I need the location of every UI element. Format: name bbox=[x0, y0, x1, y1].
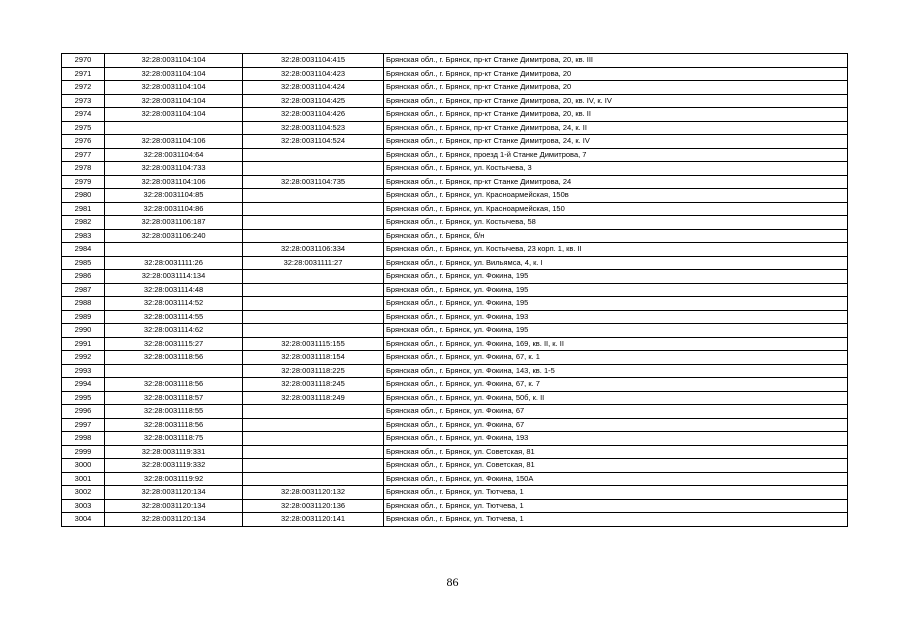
table-row bbox=[62, 189, 848, 203]
row-number-cell: 2989 bbox=[62, 310, 105, 324]
parcel-cadastral-cell: 32:28:0031104:85 bbox=[105, 189, 243, 203]
object-cadastral-cell: 32:28:0031118:249 bbox=[243, 391, 384, 405]
object-cadastral-cell: 32:28:0031118:225 bbox=[243, 364, 384, 378]
address-cell: Брянская обл., г. Брянск, ул. Костычева, 23 корп. 1, кв. II bbox=[384, 243, 848, 257]
parcel-cadastral-cell: 32:28:0031119:332 bbox=[105, 459, 243, 473]
table-row bbox=[62, 432, 848, 446]
table-row bbox=[62, 405, 848, 419]
row-number-cell: 2994 bbox=[62, 378, 105, 392]
parcel-cadastral-cell: 32:28:0031104:104 bbox=[105, 54, 243, 68]
table-row bbox=[62, 81, 848, 95]
object-cadastral-cell: 32:28:0031104:523 bbox=[243, 121, 384, 135]
address-cell: Брянская обл., г. Брянск, ул. Фокина, 193 bbox=[384, 310, 848, 324]
parcel-cadastral-cell bbox=[105, 121, 243, 135]
table-row bbox=[62, 418, 848, 432]
object-cadastral-cell bbox=[243, 418, 384, 432]
table-row bbox=[62, 513, 848, 527]
table-row bbox=[62, 378, 848, 392]
row-number-cell: 2988 bbox=[62, 297, 105, 311]
object-cadastral-cell: 32:28:0031106:334 bbox=[243, 243, 384, 257]
address-cell: Брянская обл., г. Брянск, пр-кт Станке Димитрова, 24, к. IV bbox=[384, 135, 848, 149]
address-cell: Брянская обл., г. Брянск, проезд 1-й Станке Димитрова, 7 bbox=[384, 148, 848, 162]
row-number-cell: 2977 bbox=[62, 148, 105, 162]
parcel-cadastral-cell: 32:28:0031120:134 bbox=[105, 499, 243, 513]
row-number-cell: 2976 bbox=[62, 135, 105, 149]
address-cell: Брянская обл., г. Брянск, ул. Фокина, 195 bbox=[384, 297, 848, 311]
object-cadastral-cell: 32:28:0031104:424 bbox=[243, 81, 384, 95]
object-cadastral-cell: 32:28:0031120:132 bbox=[243, 486, 384, 500]
cadastral-table bbox=[61, 53, 848, 527]
address-cell: Брянская обл., г. Брянск, пр-кт Станке Димитрова, 20, кв. II bbox=[384, 108, 848, 122]
object-cadastral-cell bbox=[243, 445, 384, 459]
parcel-cadastral-cell: 32:28:0031104:86 bbox=[105, 202, 243, 216]
address-cell: Брянская обл., г. Брянск, ул. Фокина, 67 bbox=[384, 418, 848, 432]
table-row bbox=[62, 175, 848, 189]
address-cell: Брянская обл., г. Брянск, ул. Фокина, 150А bbox=[384, 472, 848, 486]
object-cadastral-cell: 32:28:0031120:136 bbox=[243, 499, 384, 513]
parcel-cadastral-cell: 32:28:0031118:57 bbox=[105, 391, 243, 405]
address-cell: Брянская обл., г. Брянск, ул. Фокина, 67 bbox=[384, 405, 848, 419]
address-cell: Брянская обл., г. Брянск, пр-кт Станке Димитрова, 20 bbox=[384, 67, 848, 81]
table-row bbox=[62, 148, 848, 162]
object-cadastral-cell bbox=[243, 297, 384, 311]
row-number-cell: 2972 bbox=[62, 81, 105, 95]
parcel-cadastral-cell: 32:28:0031104:104 bbox=[105, 67, 243, 81]
parcel-cadastral-cell: 32:28:0031104:104 bbox=[105, 81, 243, 95]
table-row bbox=[62, 391, 848, 405]
table-row bbox=[62, 486, 848, 500]
address-cell: Брянская обл., г. Брянск, б/н bbox=[384, 229, 848, 243]
address-cell: Брянская обл., г. Брянск, ул. Фокина, 50б, к. II bbox=[384, 391, 848, 405]
parcel-cadastral-cell: 32:28:0031114:62 bbox=[105, 324, 243, 338]
address-cell: Брянская обл., г. Брянск, пр-кт Станке Димитрова, 24 bbox=[384, 175, 848, 189]
object-cadastral-cell: 32:28:0031111:27 bbox=[243, 256, 384, 270]
row-number-cell: 2987 bbox=[62, 283, 105, 297]
table-row bbox=[62, 67, 848, 81]
table-row bbox=[62, 121, 848, 135]
table-row bbox=[62, 310, 848, 324]
table-row bbox=[62, 94, 848, 108]
parcel-cadastral-cell: 32:28:0031120:134 bbox=[105, 486, 243, 500]
parcel-cadastral-cell: 32:28:0031104:104 bbox=[105, 94, 243, 108]
table-row bbox=[62, 270, 848, 284]
parcel-cadastral-cell: 32:28:0031106:240 bbox=[105, 229, 243, 243]
parcel-cadastral-cell: 32:28:0031118:56 bbox=[105, 418, 243, 432]
parcel-cadastral-cell: 32:28:0031119:331 bbox=[105, 445, 243, 459]
table-row bbox=[62, 202, 848, 216]
row-number-cell: 2997 bbox=[62, 418, 105, 432]
table-row bbox=[62, 499, 848, 513]
row-number-cell: 2992 bbox=[62, 351, 105, 365]
table-row bbox=[62, 459, 848, 473]
object-cadastral-cell bbox=[243, 459, 384, 473]
address-cell: Брянская обл., г. Брянск, ул. Фокина, 195 bbox=[384, 324, 848, 338]
row-number-cell: 3000 bbox=[62, 459, 105, 473]
parcel-cadastral-cell: 32:28:0031106:187 bbox=[105, 216, 243, 230]
parcel-cadastral-cell: 32:28:0031114:48 bbox=[105, 283, 243, 297]
table-row bbox=[62, 337, 848, 351]
table-row bbox=[62, 162, 848, 176]
parcel-cadastral-cell: 32:28:0031114:134 bbox=[105, 270, 243, 284]
table-row bbox=[62, 256, 848, 270]
row-number-cell: 2975 bbox=[62, 121, 105, 135]
row-number-cell: 2982 bbox=[62, 216, 105, 230]
address-cell: Брянская обл., г. Брянск, ул. Костычева, 3 bbox=[384, 162, 848, 176]
address-cell: Брянская обл., г. Брянск, ул. Советская, 81 bbox=[384, 445, 848, 459]
address-cell: Брянская обл., г. Брянск, ул. Красноармейская, 150в bbox=[384, 189, 848, 203]
parcel-cadastral-cell: 32:28:0031118:56 bbox=[105, 378, 243, 392]
row-number-cell: 2990 bbox=[62, 324, 105, 338]
row-number-cell: 2971 bbox=[62, 67, 105, 81]
row-number-cell: 2983 bbox=[62, 229, 105, 243]
object-cadastral-cell bbox=[243, 405, 384, 419]
row-number-cell: 2991 bbox=[62, 337, 105, 351]
table-row bbox=[62, 229, 848, 243]
object-cadastral-cell: 32:28:0031118:154 bbox=[243, 351, 384, 365]
address-cell: Брянская обл., г. Брянск, ул. Вильямса, 4, к. I bbox=[384, 256, 848, 270]
parcel-cadastral-cell: 32:28:0031118:75 bbox=[105, 432, 243, 446]
parcel-cadastral-cell: 32:28:0031111:26 bbox=[105, 256, 243, 270]
address-cell: Брянская обл., г. Брянск, ул. Фокина, 143, кв. 1-5 bbox=[384, 364, 848, 378]
address-cell: Брянская обл., г. Брянск, ул. Фокина, 195 bbox=[384, 283, 848, 297]
row-number-cell: 3001 bbox=[62, 472, 105, 486]
table-row bbox=[62, 135, 848, 149]
object-cadastral-cell bbox=[243, 310, 384, 324]
parcel-cadastral-cell bbox=[105, 243, 243, 257]
object-cadastral-cell bbox=[243, 216, 384, 230]
address-cell: Брянская обл., г. Брянск, пр-кт Станке Димитрова, 24, к. II bbox=[384, 121, 848, 135]
object-cadastral-cell: 32:28:0031104:415 bbox=[243, 54, 384, 68]
table-row bbox=[62, 364, 848, 378]
object-cadastral-cell bbox=[243, 472, 384, 486]
row-number-cell: 3004 bbox=[62, 513, 105, 527]
address-cell: Брянская обл., г. Брянск, ул. Фокина, 193 bbox=[384, 432, 848, 446]
object-cadastral-cell bbox=[243, 202, 384, 216]
table-row bbox=[62, 297, 848, 311]
row-number-cell: 2993 bbox=[62, 364, 105, 378]
object-cadastral-cell: 32:28:0031104:423 bbox=[243, 67, 384, 81]
row-number-cell: 2999 bbox=[62, 445, 105, 459]
address-cell: Брянская обл., г. Брянск, ул. Фокина, 195 bbox=[384, 270, 848, 284]
object-cadastral-cell: 32:28:0031104:524 bbox=[243, 135, 384, 149]
page-number: 86 bbox=[446, 575, 459, 589]
row-number-cell: 2998 bbox=[62, 432, 105, 446]
parcel-cadastral-cell: 32:28:0031104:104 bbox=[105, 108, 243, 122]
object-cadastral-cell: 32:28:0031115:155 bbox=[243, 337, 384, 351]
table-row bbox=[62, 108, 848, 122]
object-cadastral-cell bbox=[243, 229, 384, 243]
row-number-cell: 2986 bbox=[62, 270, 105, 284]
object-cadastral-cell bbox=[243, 148, 384, 162]
parcel-cadastral-cell: 32:28:0031118:56 bbox=[105, 351, 243, 365]
parcel-cadastral-cell: 32:28:0031114:55 bbox=[105, 310, 243, 324]
object-cadastral-cell: 32:28:0031120:141 bbox=[243, 513, 384, 527]
table-row bbox=[62, 283, 848, 297]
object-cadastral-cell bbox=[243, 324, 384, 338]
object-cadastral-cell: 32:28:0031104:426 bbox=[243, 108, 384, 122]
row-number-cell: 2996 bbox=[62, 405, 105, 419]
address-cell: Брянская обл., г. Брянск, ул. Фокина, 67, к. 7 bbox=[384, 378, 848, 392]
parcel-cadastral-cell: 32:28:0031120:134 bbox=[105, 513, 243, 527]
table-row bbox=[62, 472, 848, 486]
parcel-cadastral-cell: 32:28:0031104:106 bbox=[105, 135, 243, 149]
address-cell: Брянская обл., г. Брянск, пр-кт Станке Димитрова, 20, кв. III bbox=[384, 54, 848, 68]
row-number-cell: 2979 bbox=[62, 175, 105, 189]
parcel-cadastral-cell: 32:28:0031119:92 bbox=[105, 472, 243, 486]
object-cadastral-cell bbox=[243, 189, 384, 203]
object-cadastral-cell bbox=[243, 283, 384, 297]
row-number-cell: 3003 bbox=[62, 499, 105, 513]
row-number-cell: 2978 bbox=[62, 162, 105, 176]
object-cadastral-cell: 32:28:0031104:735 bbox=[243, 175, 384, 189]
object-cadastral-cell bbox=[243, 432, 384, 446]
address-cell: Брянская обл., г. Брянск, ул. Костычева, 58 bbox=[384, 216, 848, 230]
table-row bbox=[62, 351, 848, 365]
row-number-cell: 2995 bbox=[62, 391, 105, 405]
row-number-cell: 2981 bbox=[62, 202, 105, 216]
address-cell: Брянская обл., г. Брянск, ул. Фокина, 67, к. 1 bbox=[384, 351, 848, 365]
row-number-cell: 2984 bbox=[62, 243, 105, 257]
address-cell: Брянская обл., г. Брянск, ул. Фокина, 169, кв. II, к. II bbox=[384, 337, 848, 351]
parcel-cadastral-cell: 32:28:0031114:52 bbox=[105, 297, 243, 311]
parcel-cadastral-cell: 32:28:0031104:733 bbox=[105, 162, 243, 176]
row-number-cell: 2980 bbox=[62, 189, 105, 203]
object-cadastral-cell bbox=[243, 162, 384, 176]
parcel-cadastral-cell: 32:28:0031104:64 bbox=[105, 148, 243, 162]
parcel-cadastral-cell: 32:28:0031104:106 bbox=[105, 175, 243, 189]
address-cell: Брянская обл., г. Брянск, пр-кт Станке Димитрова, 20, кв. IV, к. IV bbox=[384, 94, 848, 108]
parcel-cadastral-cell: 32:28:0031118:55 bbox=[105, 405, 243, 419]
address-cell: Брянская обл., г. Брянск, ул. Тютчева, 1 bbox=[384, 499, 848, 513]
row-number-cell: 2974 bbox=[62, 108, 105, 122]
table-row bbox=[62, 216, 848, 230]
address-cell: Брянская обл., г. Брянск, ул. Тютчева, 1 bbox=[384, 513, 848, 527]
row-number-cell: 3002 bbox=[62, 486, 105, 500]
table-row bbox=[62, 445, 848, 459]
parcel-cadastral-cell bbox=[105, 364, 243, 378]
table-row bbox=[62, 54, 848, 68]
row-number-cell: 2970 bbox=[62, 54, 105, 68]
address-cell: Брянская обл., г. Брянск, ул. Тютчева, 1 bbox=[384, 486, 848, 500]
row-number-cell: 2985 bbox=[62, 256, 105, 270]
table-row bbox=[62, 324, 848, 338]
address-cell: Брянская обл., г. Брянск, ул. Советская, 81 bbox=[384, 459, 848, 473]
object-cadastral-cell: 32:28:0031104:425 bbox=[243, 94, 384, 108]
object-cadastral-cell bbox=[243, 270, 384, 284]
object-cadastral-cell: 32:28:0031118:245 bbox=[243, 378, 384, 392]
address-cell: Брянская обл., г. Брянск, ул. Красноармейская, 150 bbox=[384, 202, 848, 216]
parcel-cadastral-cell: 32:28:0031115:27 bbox=[105, 337, 243, 351]
address-cell: Брянская обл., г. Брянск, пр-кт Станке Димитрова, 20 bbox=[384, 81, 848, 95]
table-row bbox=[62, 243, 848, 257]
table-body bbox=[62, 54, 848, 527]
row-number-cell: 2973 bbox=[62, 94, 105, 108]
